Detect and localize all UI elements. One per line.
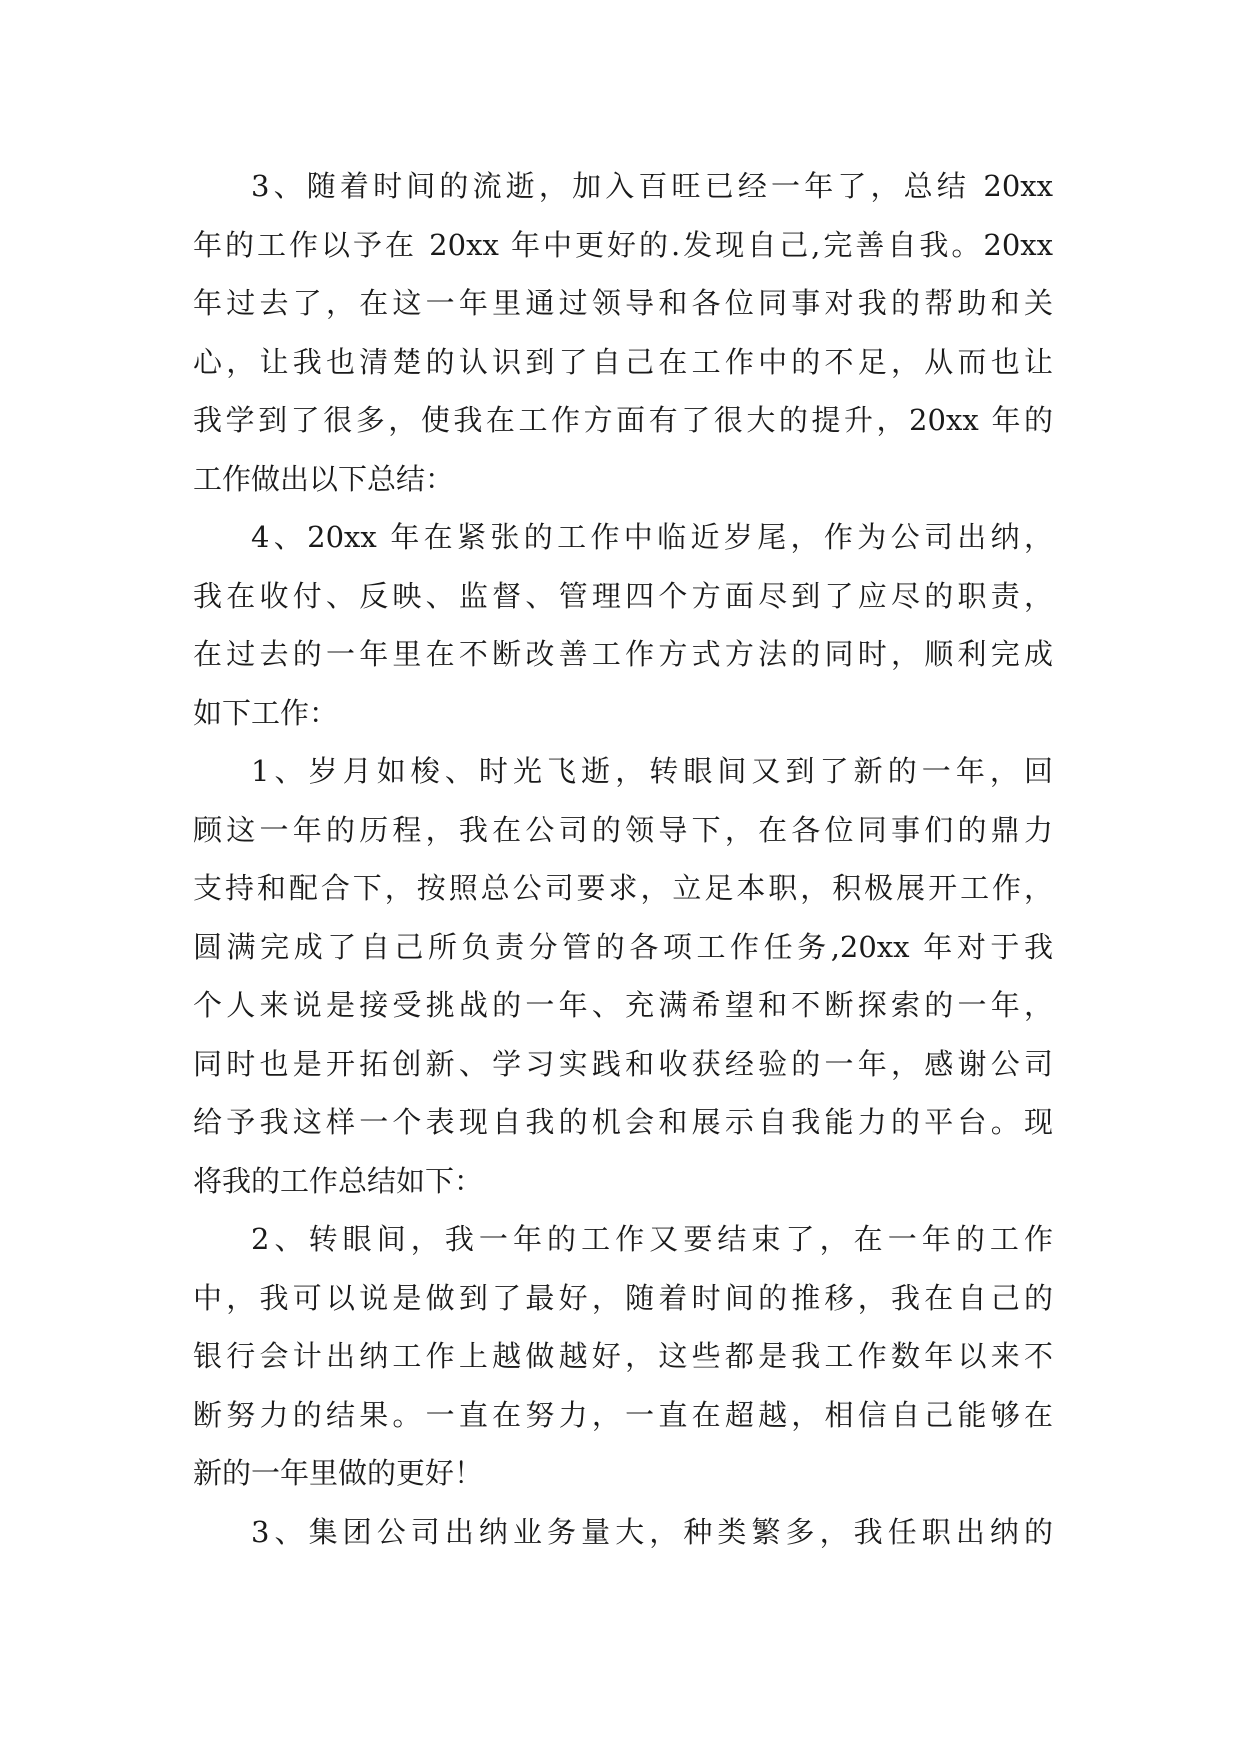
paragraph-1-line-4: 心，让我也清楚的认识到了自己在工作中的不足，从而也让 xyxy=(193,344,1053,379)
paragraph-1-line-1: 3、随着时间的流逝，加入百旺已经一年了，总结 20xx xyxy=(251,169,1053,203)
paragraph-1-line-5: 我学到了很多，使我在工作方面有了很大的提升，20xx 年的 xyxy=(193,403,1053,437)
paragraph-1-line-3: 年过去了，在这一年里通过领导和各位同事对我的帮助和关 xyxy=(193,286,1053,320)
paragraph-5-line-1: 3、集团公司出纳业务量大，种类繁多，我任职出纳的 xyxy=(251,1514,1053,1549)
paragraph-4-line-2: 中，我可以说是做到了最好，随着时间的推移，我在自己的 xyxy=(193,1280,1053,1315)
paragraph-3-line-1: 1、岁月如梭、时光飞逝，转眼间又到了新的一年，回 xyxy=(251,754,1053,788)
paragraph-1-line-2: 年的工作以予在 20xx 年中更好的.发现自己,完善自我。20xx xyxy=(193,227,1053,262)
paragraph-2-line-2: 我在收付、反映、监督、管理四个方面尽到了应尽的职责， xyxy=(193,578,1053,613)
paragraph-3-line-4: 圆满完成了自己所负责分管的各项工作任务,20xx 年对于我 xyxy=(193,929,1053,964)
paragraph-3-line-5: 个人来说是接受挑战的一年、充满希望和不断探索的一年， xyxy=(193,988,1053,1022)
paragraph-1-line-6: 工作做出以下总结： xyxy=(193,461,455,496)
paragraph-4-line-3: 银行会计出纳工作上越做越好，这些都是我工作数年以来不 xyxy=(193,1339,1053,1373)
paragraph-2-line-4: 如下工作： xyxy=(193,695,339,730)
paragraph-4-line-1: 2、转眼间，我一年的工作又要结束了，在一年的工作 xyxy=(251,1222,1053,1256)
paragraph-4-line-5: 新的一年里做的更好！ xyxy=(193,1456,484,1490)
paragraph-3-line-2: 顾这一年的历程，我在公司的领导下，在各位同事们的鼎力 xyxy=(193,812,1053,847)
paragraph-3-line-3: 支持和配合下，按照总公司要求，立足本职，积极展开工作， xyxy=(193,871,1053,905)
paragraph-2-line-3: 在过去的一年里在不断改善工作方式方法的同时，顺利完成 xyxy=(193,637,1053,671)
document-body xyxy=(193,157,1053,1561)
paragraph-3-line-8: 将我的工作总结如下： xyxy=(193,1163,484,1198)
paragraph-2-line-1: 4、20xx 年在紧张的工作中临近岁尾，作为公司出纳， xyxy=(251,520,1053,554)
paragraph-3-line-6: 同时也是开拓创新、学习实践和收获经验的一年，感谢公司 xyxy=(193,1046,1053,1081)
paragraph-3-line-7: 给予我这样一个表现自我的机会和展示自我能力的平台。现 xyxy=(193,1105,1053,1139)
paragraph-4-line-4: 断努力的结果。一直在努力，一直在超越，相信自己能够在 xyxy=(193,1397,1053,1432)
